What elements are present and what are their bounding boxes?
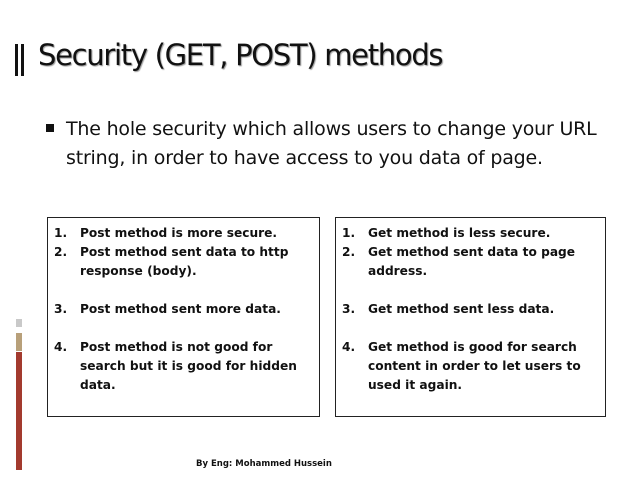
get-method-box (335, 217, 606, 417)
list-number: 2. (342, 245, 356, 259)
post-method-list (54, 224, 313, 395)
list-item (54, 224, 313, 243)
list-item (54, 300, 313, 319)
list-number: 2. (54, 245, 68, 259)
get-method-list (342, 224, 599, 395)
left-strip-tan (16, 333, 22, 351)
footer-author: By Eng: Mohammed Hussein (196, 459, 332, 469)
list-item (342, 224, 599, 243)
list-item (342, 338, 599, 395)
list-number: 3. (342, 302, 356, 316)
list-text: Post method sent data to http response (body). (80, 245, 289, 278)
left-strip-light (16, 319, 22, 327)
list-item (342, 300, 599, 319)
list-number: 1. (342, 226, 356, 240)
slide-title: Security (GET, POST) methods (38, 38, 443, 72)
list-text: Get method is less secure. (368, 226, 551, 240)
list-item (54, 338, 313, 395)
title-bars-icon (15, 44, 31, 76)
list-text: Post method is not good for search but it is good for hidden data. (80, 340, 297, 392)
left-strip-red (16, 352, 22, 470)
list-text: Get method is good for search content in order to let users to used it again. (368, 340, 581, 392)
list-item (342, 243, 599, 281)
post-method-box (47, 217, 320, 417)
list-number: 1. (54, 226, 68, 240)
list-text: Get method sent data to page address. (368, 245, 576, 278)
intro-text: The hole security which allows users to change your URL string, in order to have access to you data of page. (66, 118, 597, 169)
list-text: Post method is more secure. (80, 226, 278, 240)
list-number: 4. (54, 340, 68, 354)
square-bullet-icon (46, 124, 54, 132)
list-number: 3. (54, 302, 68, 316)
list-text: Post method sent more data. (80, 302, 281, 316)
list-number: 4. (342, 340, 356, 354)
list-item (54, 243, 313, 281)
list-text: Get method sent less data. (368, 302, 555, 316)
